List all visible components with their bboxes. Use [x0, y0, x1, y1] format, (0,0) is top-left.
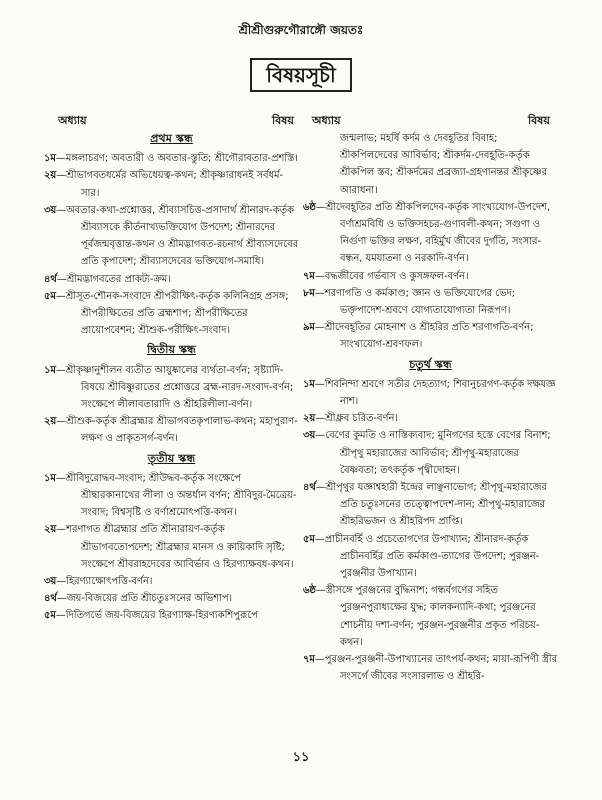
chapter-subject: মঙ্গলাচরণ; অবতারী ও অবতার-স্তুতি; শ্রীগৌরাবতার-প্রশস্তি। [65, 153, 298, 165]
left-subject-header: বিষয় [272, 114, 294, 127]
chapter-subject: বদ্ধজীবের গর্ভবাস ও কুসঙ্গফল-বর্ণন। [324, 270, 469, 282]
left-column [44, 128, 299, 625]
chapter-number: ২য় [44, 416, 57, 428]
dash-separator: — [55, 610, 66, 622]
dash-separator: — [55, 472, 66, 484]
chapter-number: ৬ষ্ঠ [303, 201, 316, 213]
dash-separator: — [315, 201, 326, 213]
toc-entry [303, 285, 558, 319]
right-subject-header: বিষয় [528, 114, 550, 127]
left-chapter-header: অধ্যায় [58, 114, 87, 127]
chapter-subject: শ্রীভাগবতধর্মের অভিধেয়ত্ব-কথন; শ্রীকৃষ্ণারাধনই সর্বধর্ম-সার। [66, 170, 284, 199]
toc-entry [44, 271, 299, 288]
toc-entry [303, 199, 558, 268]
chapter-number: ৪র্থ [44, 273, 57, 285]
chapter-subject: শরণাগত শ্রীব্রহ্মার প্রতি শ্রীনারায়ণ-কর্তৃক শ্রীভাগবতোপদেশ; শ্রীব্রহ্মার মানস ও কায়িকাদি সৃষ্টি; সংক্ষেপে শ্রীবরাহদেবের আবির্ভাব ও হিরণ্যাক্ষবধ-কথন। [66, 524, 294, 570]
chapter-subject: শ্রীশুক-কর্তৃক শ্রীব্রহ্মার শ্রীভাগবতকৃপালাভ-কথন; মহাপুরাণ-লক্ষণ ও প্রাকৃতসর্গ-বর্ণন। [66, 416, 298, 445]
dash-separator: — [56, 576, 67, 588]
chapter-number: ১ম [44, 364, 56, 376]
chapter-subject: বেণের কুমতি ও নাস্তিক্যবাদ; মুনিগণের হস্তে বেণের বিনাশ; শ্রীপৃথু মহারাজের আবির্ভাব; শ্রীপৃথু-মহারাজের বৈষ্ণবতা; তৎকর্তৃক পৃথ্বীদোহন। [325, 430, 551, 476]
toc-entry [303, 531, 558, 583]
toc-entry [303, 582, 558, 651]
section-title: প্রথম স্কন্ধ [150, 132, 193, 145]
chapter-subject: হিরণ্যাক্ষোৎপত্তি-বর্ণন। [66, 576, 153, 588]
chapter-subject: পুরঞ্জন-পুরঞ্জনী-উপাখ্যানের তাৎপর্য-কথন; মায়া-রূপিণী স্ত্রীর সংসর্গে জীবের সংসারলাভ ও শ্রীহরি- [324, 654, 558, 683]
chapter-number: ৬ষ্ঠ [303, 585, 316, 597]
dash-separator: — [55, 290, 66, 302]
chapter-subject: শ্রীধ্রুব চরিত-বর্ণন। [325, 413, 398, 425]
continuation-text: জন্মলাভ; মহর্ষি কর্দম ও দেবহূতির বিবাহ; শ্রীকপিলদেবের আবির্ভাব; শ্রীকর্দম-দেবহূতি-কর্তৃক শ্রীকপিল স্তব; শ্রীকর্দমের প্রব্রজ্যা-গ্রহণানন্তর শ্রীকৃষ্ণের আরাধনা। [340, 133, 548, 196]
toc-entry [44, 167, 299, 201]
section-title: চতুর্থ স্কন্ধ [409, 357, 452, 371]
dash-separator: — [314, 378, 325, 390]
toc-entry [303, 427, 558, 479]
toc-entry [44, 607, 299, 624]
chapter-subject: শ্রীদেবহূতির মোহনাশ ও শ্রীহরির প্রতি শরণাগতি-বর্ণন; সাংখ্যযোগ-শ্রবণফল। [324, 322, 534, 351]
chapter-subject: শ্রীবিদুরোদ্ধব-সংবাদ; শ্রীউদ্ধব-কর্তৃক সংক্ষেপে শ্রীদ্বারকানাথের লীলা ও অন্তর্ধান বর্ণন; শ্রীবিদুর-মৈত্রেয়-সংবাদ; বিশ্বসৃষ্টি ও বর্ণাশ্রমোৎপত্তি-কথন। [65, 472, 297, 519]
toc-entry [44, 150, 299, 167]
chapter-number: ৩য় [303, 430, 316, 442]
chapter-number: ২য় [44, 170, 57, 182]
dash-separator: — [56, 524, 67, 536]
toc-entry [303, 319, 558, 353]
toc-entry [44, 470, 299, 522]
chapter-subject: স্ত্রীসঙ্গে পুরঞ্জনের বুদ্ধিনাশ; গন্ধর্বগণের সহিত পুরঞ্জনপুরাধ্যক্ষের যুদ্ধ; কালকন্যাদি-কথা; পুরঞ্জনের শোচনীয় দশা-বর্ণন; পুরঞ্জন-পুরঞ্জনীর প্রকৃত পরিচয়-কথন। [325, 585, 540, 648]
page-title: বিষয়সূচী [250, 58, 352, 92]
section-title: তৃতীয় স্কন্ধ [147, 451, 196, 465]
chapter-number: ৮ম [303, 287, 315, 299]
dash-separator: — [55, 364, 66, 376]
dash-separator: — [314, 533, 325, 545]
chapter-number: ১ম [44, 153, 56, 165]
chapter-number: ১ম [303, 378, 315, 390]
dash-separator: — [315, 585, 326, 597]
dash-separator: — [56, 416, 67, 428]
dash-separator: — [315, 413, 326, 425]
section-title: দ্বিতীয় স্কন্ধ [147, 343, 196, 357]
dash-separator: — [315, 430, 326, 442]
right-column [303, 130, 558, 686]
toc-entry [44, 521, 299, 573]
chapter-number: ৯ম [303, 322, 315, 334]
chapter-subject: অবতার-কথা-প্রশ্নোত্তর, শ্রীব্যাসচিত্ত-প্রসাদার্থ শ্রীনারদ-কর্তৃক শ্রীব্যাসকে কীর্তনাখ্যভক্তিযোগ উপদেশ; শ্রীনারদের পূর্বজন্মবৃত্তান্ত-কথন ও শ্রীমদ্ভাগবত-রচনার্থ শ্রীব্যাসদেবের প্রতি কৃপাদেশ; শ্রীব্যাসদেবের ভক্তিযোগ-সমাধি। [66, 204, 298, 268]
dash-separator: — [314, 270, 325, 282]
dash-separator: — [56, 593, 67, 605]
toc-entry [44, 413, 299, 447]
chapter-number: ৭ম [303, 654, 315, 666]
chapter-number: ২য় [44, 524, 57, 536]
chapter-subject: শ্রীসূত-শৌনক-সংবাদে শ্রীপরীক্ষিৎ-কর্তৃক কলিনিগ্রহ প্রসঙ্গ; শ্রীপরীক্ষিতের প্রতি ব্রহ্মশাপ; শ্রীপরীক্ষিতের প্রায়োপবেশন; শ্রীশুক-পরীক্ষিৎ-সংবাদ। [65, 290, 289, 337]
toc-entry [303, 376, 558, 410]
chapter-subject: প্রাচীনবর্হি ও প্রচেতোগণের উপাখ্যান; শ্রীনারদ-কর্তৃক প্রাচীনবর্হির প্রতি কর্মকাণ্ড-ত্যাগের উপদেশ; পুরঞ্জন-পুরঞ্জনীর উপাখ্যান। [324, 533, 540, 580]
chapter-subject: শ্রীমদ্ভাগবতের প্রাকট্য-ক্রম। [66, 273, 171, 285]
chapter-subject: শিবনিন্দা শ্রবণে সতীর দেহত্যাগ; শিবানুচরগণ-কর্তৃক দক্ষযজ্ঞ নাশ। [324, 378, 556, 408]
dash-separator: — [314, 287, 325, 299]
chapter-number: ৪র্থ [44, 593, 57, 605]
toc-entry [303, 651, 558, 685]
page-number: ১১ [292, 750, 310, 765]
toc-entry [44, 288, 299, 340]
chapter-subject: শ্রীদেবহূতির প্রতি শ্রীকপিলদেব-কর্তৃক সাংখ্যযোগ-উপদেশ, বর্ণাশ্রমবিধি ও ভক্তিসহচর-গুণাবলী-কথন; সগুণা ও নির্গুণা ভক্তির লক্ষণ, বহির্মুখ জীবের দুর্গতি, সংসার-বন্ধন, যমযাতনা ও নরকাদি-বর্ণন। [325, 201, 551, 265]
chapter-number: ২য় [303, 413, 316, 425]
chapter-number: ৭ম [303, 270, 315, 282]
chapter-number: ১ম [44, 472, 56, 484]
chapter-number: ৫ম [44, 290, 56, 302]
toc-entry [303, 410, 558, 427]
dash-separator: — [56, 204, 67, 216]
chapter-number: ৫ম [303, 533, 315, 545]
dash-separator: — [314, 654, 325, 666]
chapter-subject: শ্রীপৃথুর যজ্ঞাশ্বহারী ইন্দ্রের লাঞ্ছনাভোগ; শ্রীপৃথু-মহারাজের প্রতি চতুঃসনের তত্ত্বোপদেশ-দান; শ্রীপৃথু-মহারাজের শ্রীহরিভজন ও শ্রীহরিপদ প্রাপ্তি। [325, 482, 547, 528]
chapter-subject: শ্রীকৃষ্ণানুশীলন ব্যতীত আয়ুষ্কালের ব্যর্থতা-বর্ণন; সৃষ্ট্যাদি-বিষয়ে শ্রীবিষ্ণুরাতের প্রশ্নোত্তরে ব্রহ্ম-নারদ-সংবাদ-বর্ণন; সংক্ষেপে লীলাবতারাদি ও শ্রীহরিলীলা-বর্ণন। [65, 364, 294, 411]
dash-separator: — [314, 322, 325, 334]
toc-entry [44, 590, 299, 607]
chapter-subject: দিতিগর্ভে জয়-বিজয়ের হিরণ্যাক্ষ-হিরণ্যকশিপুরূপে [65, 610, 258, 622]
dash-separator: — [56, 170, 67, 182]
toc-entry [303, 479, 558, 531]
toc-entry [44, 202, 299, 271]
page-header: শ্রীশ্রীগুরুগৌরাঙ্গৌ জয়তঃ [238, 23, 364, 37]
chapter-number: ৪র্থ [303, 482, 316, 494]
chapter-subject: জয়-বিজয়ের প্রতি শ্রীচতুঃসনের অভিশাপ। [66, 593, 233, 605]
dash-separator: — [56, 273, 67, 285]
toc-entry [44, 362, 299, 414]
chapter-subject: শরণাগতি ও কর্মকাণ্ড; জ্ঞান ও ভক্তিযোগের ভেদ; ভক্তৃপাদেশ-শ্রবণে যোগ্যতাযোগ্যতা নিরূপণ। [324, 287, 516, 317]
toc-entry [44, 573, 299, 590]
chapter-number: ৫ম [44, 610, 56, 622]
right-chapter-header: অধ্যায় [312, 114, 341, 127]
dash-separator: — [315, 482, 326, 494]
chapter-number: ৩য় [44, 204, 57, 216]
chapter-number: ৩য় [44, 576, 57, 588]
dash-separator: — [55, 153, 66, 165]
toc-entry [303, 268, 558, 285]
